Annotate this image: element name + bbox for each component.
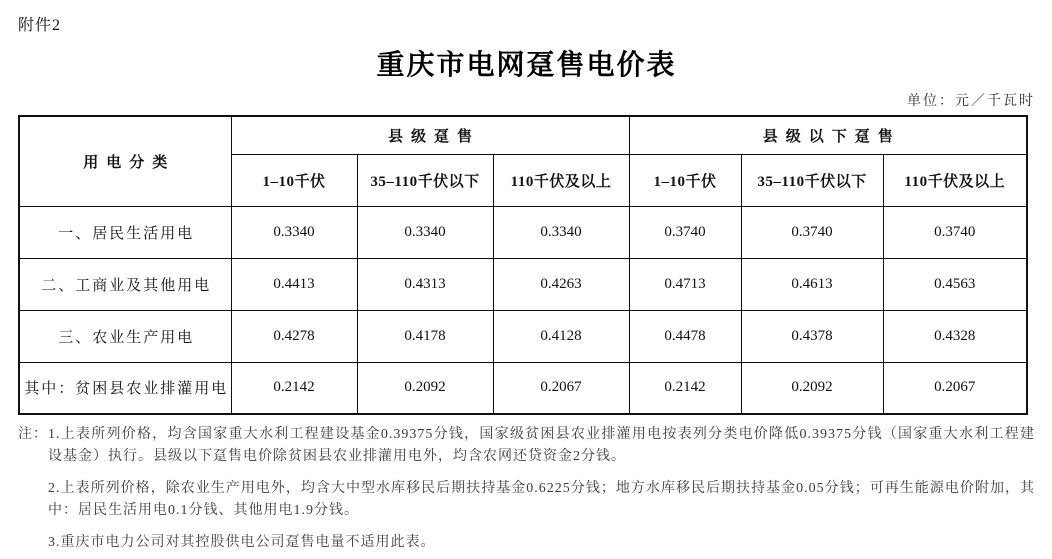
table-row-agricultural [19,310,1027,362]
price-cell: 0.4563 [883,258,1027,310]
price-cell: 0.4413 [231,258,357,310]
column-header-below-county-35-110kv: 35–110千伏以下 [741,154,883,206]
row-label: 其中：贫困县农业排灌用电 [19,362,231,414]
price-cell: 0.3740 [629,206,741,258]
price-cell: 0.2142 [629,362,741,414]
price-cell: 0.4128 [493,310,629,362]
price-cell: 0.4178 [357,310,493,362]
price-cell: 0.2092 [741,362,883,414]
note-item-1: 1.上表所列价格，均含国家重大水利工程建设基金0.39375分钱，国家级贫困县农业排灌用电按表列分类电价降低0.39375分钱（国家重大水利工程建设基金）执行。县级以下趸售电价除贫困县农业排灌用电外，均含农网还贷资金2分钱。 [48,427,1035,465]
price-cell: 0.3340 [357,206,493,258]
group-header-county-wholesale: 县级趸售 [231,116,629,154]
table-row-poor-county-irrigation [19,362,1027,414]
price-cell: 0.4278 [231,310,357,362]
notes-section [18,424,1035,554]
price-cell: 0.3340 [493,206,629,258]
column-header-county-1-10kv: 1–10千伏 [231,154,357,206]
table-row-industrial-commercial [19,258,1027,310]
price-cell: 0.3740 [883,206,1027,258]
price-cell: 0.3340 [231,206,357,258]
notes-body [48,424,1035,554]
attachment-label: 附件2 [18,17,62,34]
note-item-2: 2.上表所列价格，除农业生产用电外，均含大中型水库移民后期扶持基金0.6225分钱；地方水库移民后期扶持基金0.05分钱；可再生能源电价附加，其中：居民生活用电0.1分钱、其他用电1.9分钱。 [48,480,1035,519]
column-header-county-35-110kv: 35–110千伏以下 [357,154,493,206]
category-header: 用电分类 [19,116,231,206]
price-cell: 0.2142 [231,362,357,414]
price-cell: 0.4328 [883,310,1027,362]
price-cell: 0.2067 [883,362,1027,414]
price-table [18,115,1028,415]
column-header-county-110kv-above: 110千伏及以上 [493,154,629,206]
row-label: 二、工商业及其他用电 [19,258,231,310]
price-cell: 0.4313 [357,258,493,310]
price-cell: 0.4713 [629,258,741,310]
price-cell: 0.4263 [493,258,629,310]
price-cell: 0.3740 [741,206,883,258]
note-item-3: 3.重庆市电力公司对其控股供电公司趸售电量不适用此表。 [48,534,436,550]
notes-label: 注： [18,427,48,442]
header-group-row [19,116,1027,154]
column-header-below-county-110kv-above: 110千伏及以上 [883,154,1027,206]
price-cell: 0.4613 [741,258,883,310]
column-header-below-county-1-10kv: 1–10千伏 [629,154,741,206]
row-label: 一、居民生活用电 [19,206,231,258]
unit-label: 单位：元／千瓦时 [907,94,1035,109]
table-row-residential [19,206,1027,258]
price-cell: 0.4478 [629,310,741,362]
row-label: 三、农业生产用电 [19,310,231,362]
price-cell: 0.2092 [357,362,493,414]
price-cell: 0.4378 [741,310,883,362]
group-header-below-county-wholesale: 县级以下趸售 [629,116,1027,154]
page-title: 重庆市电网趸售电价表 [376,50,677,81]
price-cell: 0.2067 [493,362,629,414]
